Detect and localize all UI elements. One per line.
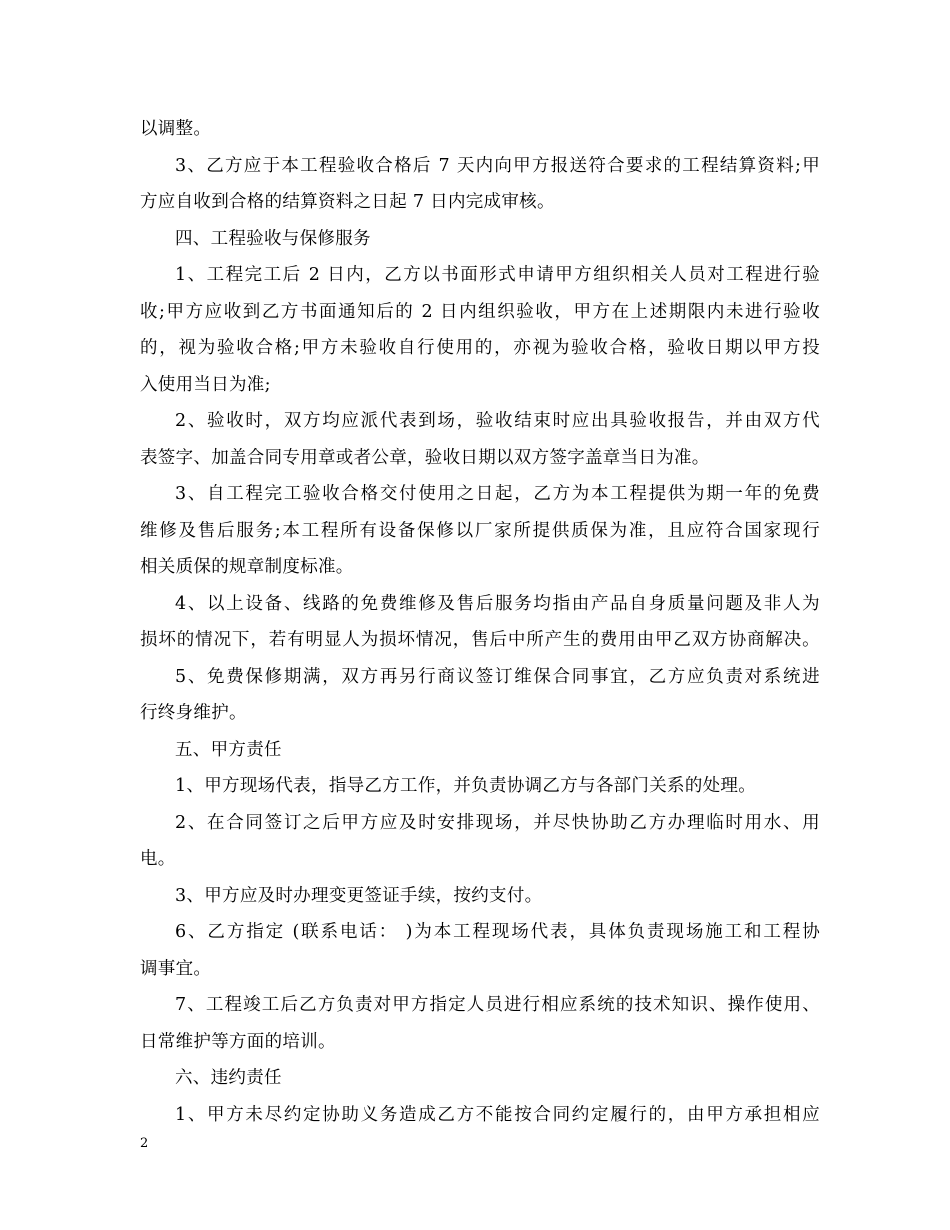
text-line: 5、免费保修期满，双方再另行商议签订维保合同事宜，乙方应负责对系统进 <box>175 666 820 687</box>
text-line: 2、在合同签订之后甲方应及时安排现场，并尽快协助乙方办理临时用水、用 <box>175 812 820 833</box>
text-line: 2、验收时，双方均应派代表到场，验收结束时应出具验收报告，并由双方代 <box>175 411 820 431</box>
text-line: 五、甲方责任 <box>175 739 282 760</box>
text-line: 1、甲方未尽约定协助义务造成乙方不能按合同约定履行的，由甲方承担相应 <box>175 1104 820 1125</box>
text-line: 以调整。 <box>140 119 212 139</box>
text-line: 相关质保的规章制度标准。 <box>140 557 354 577</box>
text-line: 1、工程完工后 2 日内，乙方以书面形式申请甲方组织相关人员对工程进行验 <box>175 265 820 285</box>
text-line: 日常维护等方面的培训。 <box>140 1031 336 1052</box>
text-line: 入使用当日为准; <box>140 374 271 395</box>
text-line: 3、甲方应及时办理变更签证手续，按约支付。 <box>175 885 543 906</box>
document-body <box>140 111 820 1133</box>
text-line: 收;甲方应收到乙方书面通知后的 2 日内组织验收，甲方在上述期限内未进行验收 <box>140 301 820 322</box>
text-line: 维修及售后服务;本工程所有设备保修以厂家所提供质保为准，且应符合国家现行 <box>140 520 820 541</box>
text-line: 4、以上设备、线路的免费维修及售后服务均指由产品自身质量问题及非人为 <box>175 593 820 614</box>
page-number: 2 <box>140 1136 149 1151</box>
text-line: 6、乙方指定 (联系电话： )为本工程现场代表，具体负责现场施工和工程协 <box>175 922 820 942</box>
text-line: 3、乙方应于本工程验收合格后 7 天内向甲方报送符合要求的工程结算资料;甲 <box>175 155 820 176</box>
text-line: 调事宜。 <box>140 958 212 979</box>
text-line: 的，视为验收合格;甲方未验收自行使用的，亦视为验收合格，验收日期以甲方投 <box>140 338 820 358</box>
text-line: 1、甲方现场代表，指导乙方工作，并负责协调乙方与各部门关系的处理。 <box>175 776 757 796</box>
text-line: 四、工程验收与保修服务 <box>175 228 371 249</box>
text-line: 电。 <box>140 849 176 869</box>
text-line: 损坏的情况下，若有明显人为损坏情况，售后中所产生的费用由甲乙双方协商解决。 <box>140 630 820 650</box>
text-line: 表签字、加盖合同专用章或者公章，验收日期以双方签字盖章当日为准。 <box>140 447 710 468</box>
text-line: 3、自工程完工验收合格交付使用之日起，乙方为本工程提供为期一年的免费 <box>175 484 820 504</box>
text-line: 行终身维护。 <box>140 703 247 723</box>
text-line: 六、违约责任 <box>175 1068 282 1088</box>
text-line: 7、工程竣工后乙方负责对甲方指定人员进行相应系统的技术知识、操作使用、 <box>175 995 820 1015</box>
text-line: 方应自收到合格的结算资料之日起 7 日内完成审核。 <box>140 192 555 212</box>
